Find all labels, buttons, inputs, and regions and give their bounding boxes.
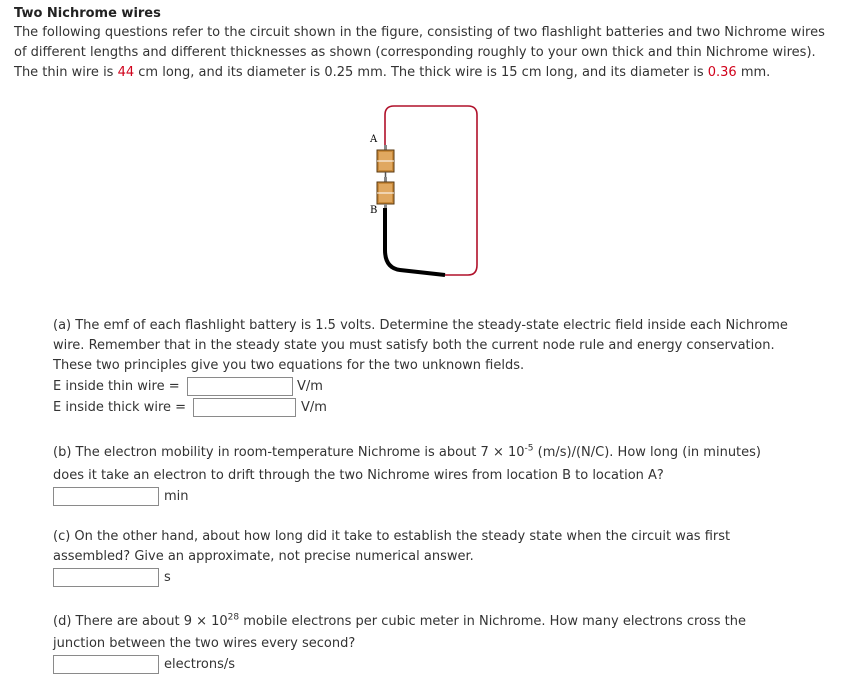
thick-wire-diameter: 0.36: [707, 65, 737, 80]
intro-text: The thin wire is: [14, 65, 118, 80]
part-a-line-1: (a) The emf of each flashlight battery is 1.5 volts. Determine the steady-state electric field inside each Nichrome: [53, 318, 788, 333]
electron-density-exponent: 28: [227, 612, 240, 623]
part-a-line-3: These two principles give you two equations for the two unknown fields.: [53, 358, 525, 373]
part-c-line-1: (c) On the other hand, about how long did it take to establish the steady state when the circuit was first: [53, 529, 731, 544]
intro-line-3: [14, 65, 770, 80]
battery-2: [377, 177, 394, 208]
drift-time-unit: min: [164, 489, 189, 504]
circuit-figure: [360, 100, 500, 285]
part-d-text: (d) There are about 9 × 10: [53, 614, 228, 629]
steady-state-time-unit: s: [164, 570, 171, 585]
thin-wire: [385, 106, 477, 275]
thin-field-unit: V/m: [297, 379, 323, 394]
electron-rate-input[interactable]: [53, 655, 159, 674]
thick-field-input[interactable]: [193, 398, 296, 417]
part-b-line-1: [53, 445, 761, 460]
mobility-exponent: -5: [524, 443, 534, 454]
battery-1: [377, 145, 394, 172]
thin-wire-length: 44: [117, 65, 135, 80]
circuit-diagram: [360, 100, 500, 285]
thick-wire: [385, 208, 445, 275]
location-a-label: A: [370, 134, 378, 145]
intro-text: mm.: [736, 65, 771, 80]
thick-field-unit: V/m: [301, 400, 327, 415]
steady-state-time-input[interactable]: [53, 568, 159, 587]
location-b-label: B: [370, 205, 378, 216]
part-b-text: (m/s)/(N/C). How long (in minutes): [533, 445, 761, 460]
part-c-line-2: assembled? Give an approximate, not precise numerical answer.: [53, 549, 474, 564]
thick-field-label: E inside thick wire =: [53, 400, 187, 415]
intro-line-2: of different lengths and different thicknesses as shown (corresponding roughly to your own thick and thin Nichrome wires).: [14, 45, 816, 60]
part-d-text: mobile electrons per cubic meter in Nichrome. How many electrons cross the: [239, 614, 746, 629]
electron-rate-unit: electrons/s: [164, 657, 236, 672]
part-d-line-1: [53, 614, 746, 629]
part-b-text: (b) The electron mobility in room-temperature Nichrome is about 7 × 10: [53, 445, 525, 460]
thin-field-input[interactable]: [187, 377, 293, 396]
thin-field-label: E inside thin wire =: [53, 379, 180, 394]
part-a-line-2: wire. Remember that in the steady state you must satisfy both the current node rule and energy conservation.: [53, 338, 775, 353]
intro-text: cm long, and its diameter is 0.25 mm. The thick wire is 15 cm long, and its diameter is: [134, 65, 708, 80]
part-b-line-2: does it take an electron to drift through the two Nichrome wires from location B to location A?: [53, 468, 664, 483]
problem-title: Two Nichrome wires: [14, 6, 161, 21]
drift-time-input[interactable]: [53, 487, 159, 506]
part-d-line-2: junction between the two wires every second?: [53, 636, 356, 651]
intro-line-1: The following questions refer to the circuit shown in the figure, consisting of two flashlight batteries and two Nichrome wires: [14, 25, 825, 40]
